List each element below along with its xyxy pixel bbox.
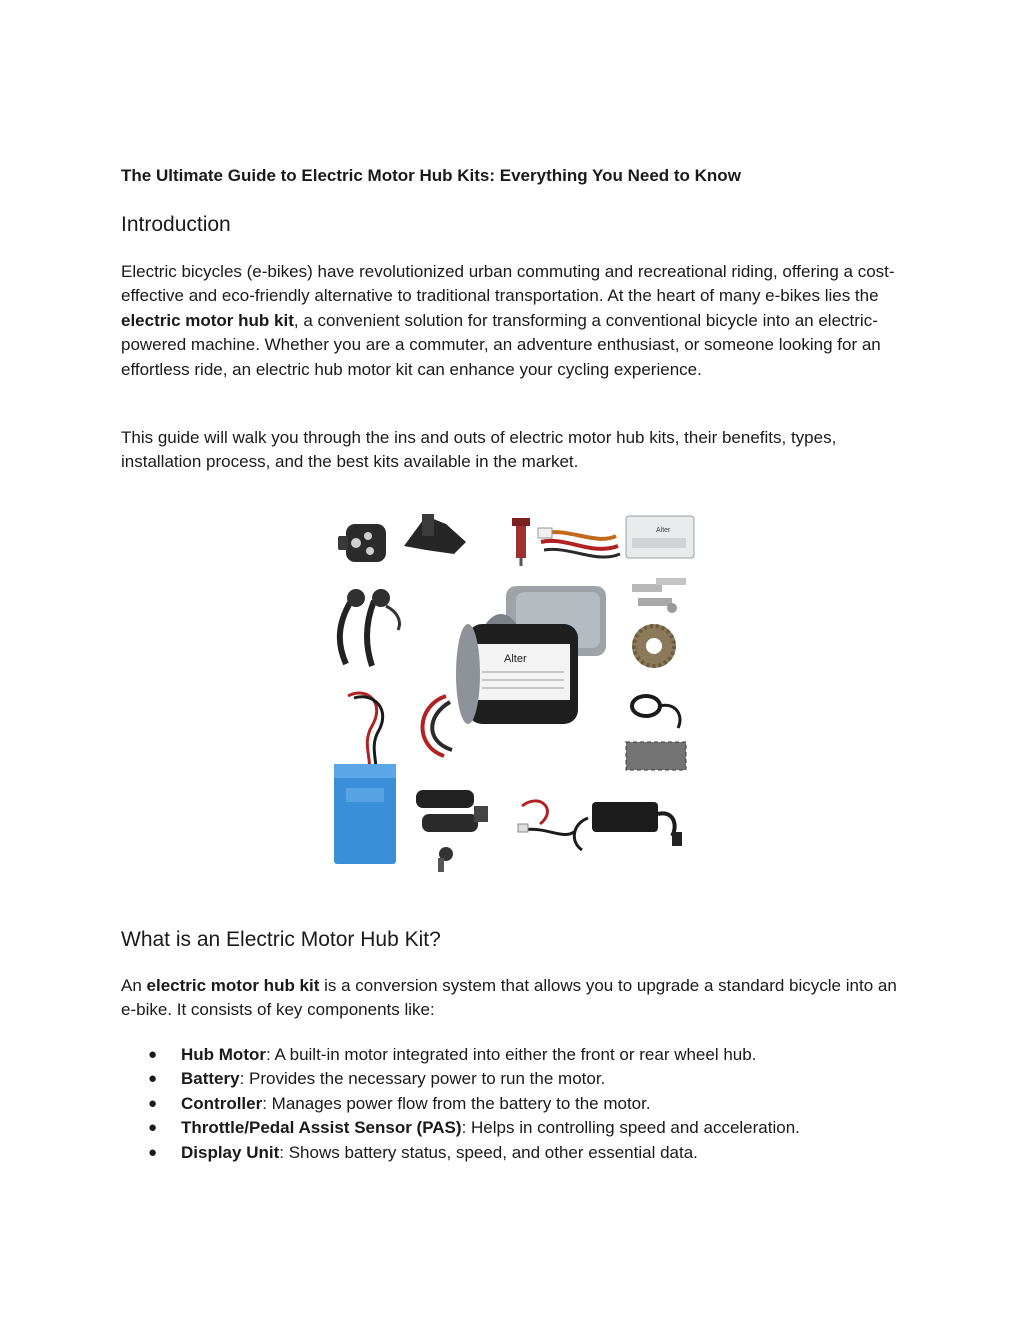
component-term: Battery [181,1069,240,1089]
bolts-component [632,578,686,613]
component-term: Hub Motor [181,1045,266,1064]
intro-paragraph-1 [121,260,911,382]
hub-motor-component [422,586,606,756]
throttle-grips-component [416,790,488,872]
cable-coil-component [632,696,680,728]
connector-harness-component [518,801,574,835]
component-description: : Shows battery status, speed, and other essential data. [279,1142,698,1162]
motor-label: Alter [504,653,527,665]
bracket-component [404,514,466,554]
component-list-item [148,1043,908,1067]
chain-component [626,742,686,770]
component-term: Throttle/Pedal Assist Sensor (PAS) [181,1118,462,1138]
component-description: : Manages power flow from the battery to the motor. [262,1093,651,1113]
sensor-component [512,518,530,566]
bullet-icon: ● [148,1070,158,1088]
component-list-item [148,1141,908,1165]
component-list-item [148,1116,908,1140]
component-description: : A built-in motor integrated into either the front or rear wheel hub. [265,1045,757,1064]
bullet-icon: ● [148,1094,158,1112]
brake-levers-component [340,589,400,666]
wiring-harness-component [538,528,620,557]
intro-p1-bold: electric motor hub kit [121,310,294,330]
battery-component [334,764,396,864]
hub-kit-product-image [326,506,702,876]
bullet-icon: ● [148,1046,158,1063]
intro-p1-text-b: , a convenient solution for transforming a conventional bicycle into an electric-powered machine. Whether you are a commuter, an adventure enthusiast, or someone looking for an effortless ride, an electric hub motor kit can enhance your cycling experience. [121,310,881,379]
section2-paragraph [121,974,911,1023]
component-list [148,1043,908,1165]
document-title: The Ultimate Guide to Electric Motor Hub Kits: Everything You Need to Know [121,166,741,185]
component-list-item [148,1092,908,1116]
intro-paragraph-2: This guide will walk you through the ins and outs of electric motor hub kits, their benefits, types, installation process, and the best kits available in the market. [121,428,837,472]
component-description: : Provides the necessary power to run the motor. [239,1069,606,1089]
bullet-icon: ● [148,1119,158,1137]
component-term: Display Unit [181,1142,280,1162]
section-heading-what-is: What is an Electric Motor Hub Kit? [121,928,441,951]
controller-component [626,516,694,558]
controller-label: Alter [656,527,671,534]
bullet-icon: ● [148,1143,158,1161]
headlight-component [338,524,386,562]
component-description: : Helps in controlling speed and acceleration. [461,1118,800,1138]
section2-p-text-a: An [121,976,147,995]
intro-heading: Introduction [121,213,231,236]
section2-p-text-b: is a conversion system that allows you to upgrade a standard bicycle into an e-bike. It consists of key components like: [121,976,897,1020]
intro-p1-text-a: Electric bicycles (e-bikes) have revolutionized urban commuting and recreational riding, offering a cost-effective and eco-friendly alternative to traditional transportation. At the heart of many e-bikes lies the [121,262,895,306]
sprocket-component [632,624,676,668]
section2-p-bold: electric motor hub kit [146,976,320,995]
charger-component [574,802,682,850]
component-term: Controller [181,1093,263,1113]
component-list-item [148,1067,908,1091]
